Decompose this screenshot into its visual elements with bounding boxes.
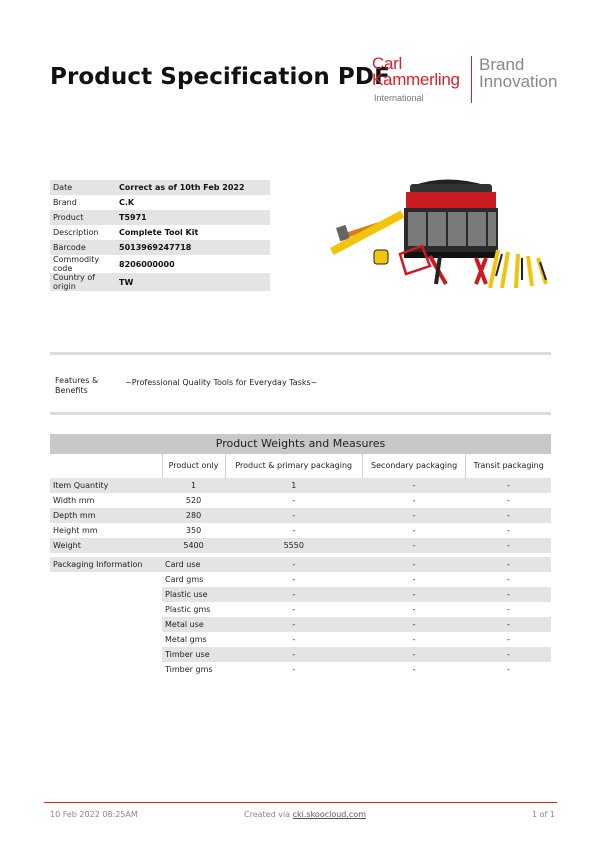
row-label: Item Quantity bbox=[50, 478, 162, 493]
cell-value: - bbox=[506, 635, 510, 644]
row-label: Width mm bbox=[53, 496, 95, 505]
logo-line-carl: Carl bbox=[372, 54, 402, 73]
cell-value: - bbox=[362, 587, 465, 602]
cell-value: - bbox=[506, 496, 510, 505]
info-row bbox=[50, 273, 270, 291]
info-value: T5971 bbox=[116, 210, 270, 225]
table-row bbox=[50, 523, 551, 538]
column-header: Transit packaging bbox=[466, 454, 551, 478]
divider-bottom bbox=[50, 412, 551, 415]
tape-measure-icon bbox=[374, 250, 388, 264]
column-header: Product & primary packaging bbox=[225, 454, 362, 478]
cell-value: - bbox=[292, 496, 296, 505]
screwdriver-set-icon bbox=[490, 250, 546, 288]
product-info-table bbox=[50, 180, 270, 291]
cell-value: - bbox=[362, 478, 465, 493]
cell-value: 280 bbox=[162, 508, 225, 523]
cell-value: 350 bbox=[185, 526, 202, 535]
cell-value: - bbox=[362, 508, 465, 523]
sub-label: Metal gms bbox=[165, 635, 207, 644]
sub-label: Timber use bbox=[162, 647, 225, 662]
weights-heading: Product Weights and Measures bbox=[50, 434, 551, 454]
info-value: 8206000000 bbox=[119, 259, 175, 269]
cell-value: - bbox=[506, 665, 510, 674]
cell-value: - bbox=[412, 496, 416, 505]
page-title: Product Specification PDF bbox=[50, 64, 390, 90]
logo-line-international: International bbox=[374, 93, 424, 103]
cell-value: - bbox=[466, 647, 551, 662]
info-value: 5013969247718 bbox=[116, 240, 270, 255]
cell-value: - bbox=[362, 557, 465, 572]
footer-created-label: Created via bbox=[244, 810, 291, 819]
sub-label: Card gms bbox=[165, 575, 204, 584]
table-row bbox=[50, 602, 551, 617]
sub-label: Card use bbox=[162, 557, 225, 572]
cell-value: - bbox=[292, 635, 296, 644]
cell-value: - bbox=[292, 605, 296, 614]
table-row bbox=[50, 557, 551, 572]
cell-value: - bbox=[466, 478, 551, 493]
carl-kammerling-logo bbox=[372, 56, 557, 108]
row-label: Weight bbox=[50, 538, 162, 553]
info-key: Description bbox=[53, 228, 99, 237]
cell-value: 520 bbox=[185, 496, 202, 505]
features-value: ~Professional Quality Tools for Everyday Tasks~ bbox=[125, 378, 318, 387]
cell-value: - bbox=[506, 605, 510, 614]
info-row bbox=[50, 180, 270, 195]
info-value: TW bbox=[116, 273, 270, 291]
cell-value: - bbox=[225, 557, 362, 572]
info-key: Commodity code bbox=[53, 255, 100, 273]
row-label: Height mm bbox=[53, 526, 98, 535]
sub-label: Plastic use bbox=[162, 587, 225, 602]
cell-value: - bbox=[292, 665, 296, 674]
table-row bbox=[50, 572, 551, 587]
info-value: C.K bbox=[119, 198, 135, 207]
cell-value: - bbox=[292, 575, 296, 584]
row-label: Depth mm bbox=[50, 508, 162, 523]
weights-measures-section bbox=[50, 434, 551, 677]
cell-value: - bbox=[292, 526, 296, 535]
info-row bbox=[50, 255, 270, 273]
table-row bbox=[50, 508, 551, 523]
info-value: Complete Tool Kit bbox=[119, 228, 199, 237]
cell-value: 1 bbox=[162, 478, 225, 493]
info-key: Date bbox=[50, 180, 116, 195]
logo-innovation: Innovation bbox=[479, 72, 558, 91]
footer-link[interactable]: cki.skoocloud.com bbox=[292, 810, 367, 819]
features-label: Features & Benefits bbox=[55, 376, 99, 395]
column-header: Product only bbox=[162, 454, 225, 478]
footer-divider bbox=[44, 802, 557, 803]
table-row bbox=[50, 617, 551, 632]
info-key: Country of origin bbox=[50, 273, 116, 291]
weights-table bbox=[50, 454, 551, 677]
cell-value: - bbox=[466, 538, 551, 553]
info-row bbox=[50, 225, 270, 240]
footer-date: 10 Feb 2022 08:25AM bbox=[50, 810, 138, 819]
cell-value: - bbox=[412, 605, 416, 614]
cell-value: - bbox=[466, 617, 551, 632]
table-row bbox=[50, 647, 551, 662]
cell-value: - bbox=[225, 508, 362, 523]
footer-created bbox=[244, 810, 366, 819]
cell-value: - bbox=[412, 665, 416, 674]
info-row bbox=[50, 195, 270, 210]
logo-divider bbox=[471, 56, 472, 103]
logo-line-kammerling: Kammerling bbox=[372, 70, 460, 89]
cell-value: - bbox=[412, 575, 416, 584]
pliers-icon bbox=[430, 256, 486, 284]
row-label: Packaging Information bbox=[50, 557, 162, 572]
sub-label: Timber gms bbox=[165, 665, 213, 674]
divider-top bbox=[50, 352, 551, 355]
cell-value: - bbox=[362, 538, 465, 553]
cell-value: - bbox=[506, 526, 510, 535]
cell-value: - bbox=[466, 508, 551, 523]
cell-value: - bbox=[225, 587, 362, 602]
cell-value: - bbox=[466, 557, 551, 572]
table-row bbox=[50, 587, 551, 602]
footer-page-number: 1 of 1 bbox=[532, 810, 555, 819]
info-value: Correct as of 10th Feb 2022 bbox=[116, 180, 270, 195]
info-row bbox=[50, 210, 270, 225]
weights-column-header-row bbox=[50, 454, 551, 478]
cell-value: - bbox=[412, 526, 416, 535]
cell-value: - bbox=[225, 647, 362, 662]
cell-value: - bbox=[506, 575, 510, 584]
column-header: Secondary packaging bbox=[362, 454, 465, 478]
sub-label: Plastic gms bbox=[165, 605, 211, 614]
cell-value: 5400 bbox=[162, 538, 225, 553]
cell-value: - bbox=[466, 587, 551, 602]
table-row bbox=[50, 662, 551, 677]
cell-value: - bbox=[362, 647, 465, 662]
table-row bbox=[50, 493, 551, 508]
sub-label: Metal use bbox=[162, 617, 225, 632]
cell-value: 1 bbox=[225, 478, 362, 493]
table-row bbox=[50, 478, 551, 493]
header-blank bbox=[50, 454, 162, 478]
info-key: Brand bbox=[53, 198, 77, 207]
logo-brand: Brand bbox=[479, 55, 525, 74]
table-row bbox=[50, 632, 551, 647]
info-key: Product bbox=[50, 210, 116, 225]
product-image bbox=[326, 176, 551, 290]
info-key: Barcode bbox=[50, 240, 116, 255]
cell-value: 5550 bbox=[225, 538, 362, 553]
info-row bbox=[50, 240, 270, 255]
cell-value: - bbox=[362, 617, 465, 632]
cell-value: - bbox=[412, 635, 416, 644]
table-row bbox=[50, 538, 551, 553]
cell-value: - bbox=[225, 617, 362, 632]
